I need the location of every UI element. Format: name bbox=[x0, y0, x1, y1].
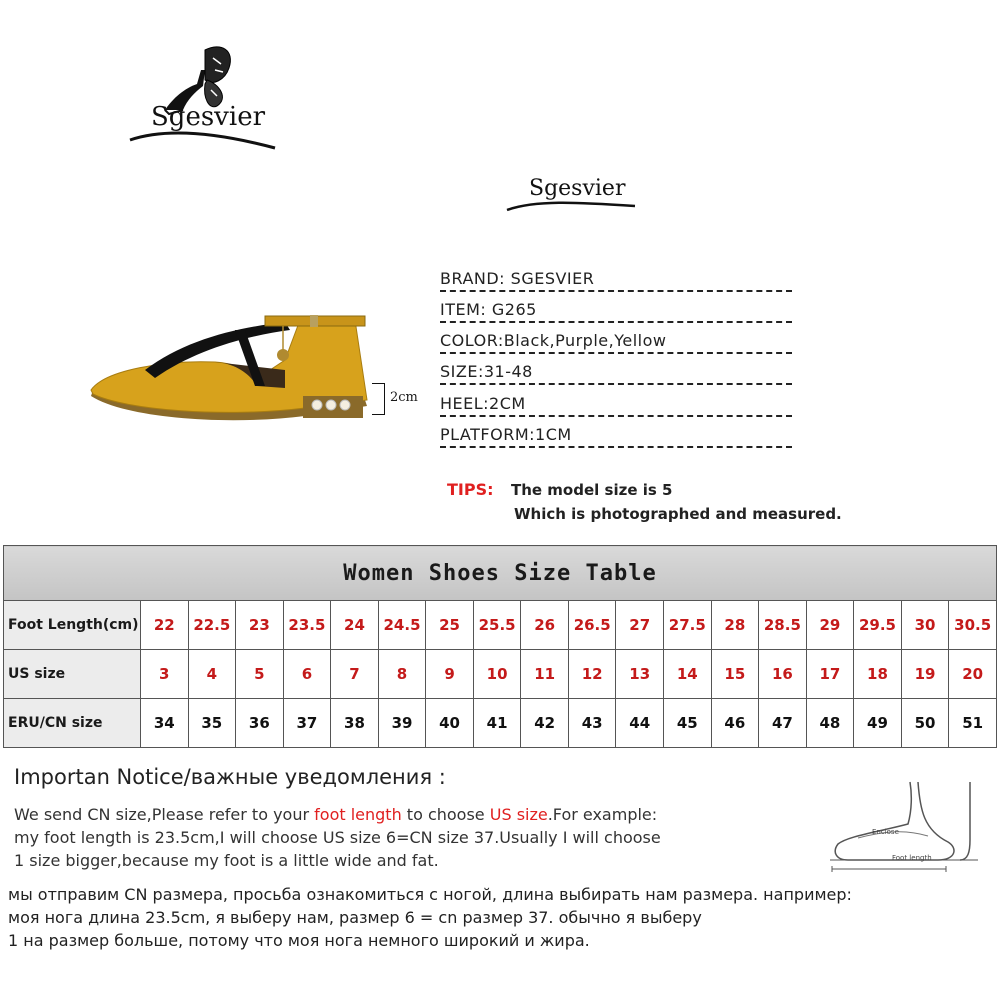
size-table-cell: 10 bbox=[473, 650, 521, 699]
size-table-cell: 50 bbox=[901, 699, 949, 748]
size-table-cell: 28 bbox=[711, 601, 759, 650]
notice-ru-line-1: мы отправим CN размера, просьба ознакомиться с ногой, длина выбирать нам размера. например: bbox=[8, 885, 852, 904]
size-table-row bbox=[4, 699, 997, 748]
size-table-cell: 40 bbox=[426, 699, 474, 748]
size-table-cell: 22 bbox=[141, 601, 189, 650]
size-table-cell: 23.5 bbox=[283, 601, 331, 650]
size-table-cell: 20 bbox=[949, 650, 997, 699]
size-table-cell: 8 bbox=[378, 650, 426, 699]
size-table-cell: 51 bbox=[949, 699, 997, 748]
size-table-row-label: Foot Length(cm) bbox=[4, 601, 141, 650]
size-table-cell: 27.5 bbox=[664, 601, 712, 650]
heel-height-bracket bbox=[372, 383, 385, 415]
size-table-cell: 48 bbox=[806, 699, 854, 748]
size-table-cell: 49 bbox=[854, 699, 902, 748]
size-table-cell: 34 bbox=[141, 699, 189, 748]
size-table-cell: 23 bbox=[236, 601, 284, 650]
size-table-row-label: ERU/CN size bbox=[4, 699, 141, 748]
size-table-cell: 47 bbox=[759, 699, 807, 748]
spec-brand: BRAND: SGESVIER bbox=[440, 268, 792, 292]
size-table-cell: 45 bbox=[664, 699, 712, 748]
size-table-cell: 3 bbox=[141, 650, 189, 699]
notice-en-line-3: 1 size bigger,because my foot is a little wide and fat. bbox=[14, 851, 439, 870]
size-table-cell: 26 bbox=[521, 601, 569, 650]
size-table-cell: 44 bbox=[616, 699, 664, 748]
size-table-cell: 29.5 bbox=[854, 601, 902, 650]
size-table-title: Women Shoes Size Table bbox=[4, 546, 997, 601]
spec-item: ITEM: G265 bbox=[440, 299, 792, 323]
size-table-cell: 42 bbox=[521, 699, 569, 748]
shoe-image bbox=[85, 300, 370, 430]
size-table-cell: 9 bbox=[426, 650, 474, 699]
notice-en-line-2: my foot length is 23.5cm,I will choose US size 6=CN size 37.Usually I will choose bbox=[14, 828, 661, 847]
logo-swoosh-icon bbox=[505, 170, 640, 215]
tips-line-2: Which is photographed and measured. bbox=[514, 505, 842, 523]
brand-logo-primary bbox=[125, 40, 285, 155]
shoe-illustration bbox=[85, 300, 370, 430]
size-table-cell: 35 bbox=[188, 699, 236, 748]
notice-us-size-highlight: US size bbox=[489, 805, 548, 824]
spec-platform: PLATFORM:1CM bbox=[440, 424, 792, 448]
foot-enclose-label: Enclose bbox=[872, 828, 899, 836]
heel-height-label: 2cm bbox=[390, 390, 418, 405]
size-table-row bbox=[4, 650, 997, 699]
notice-ru-line-2: моя нога длина 23.5cm, я выберу нам, размер 6 = cn размер 37. обычно я выберу bbox=[8, 908, 702, 927]
size-table-cell: 41 bbox=[473, 699, 521, 748]
size-table-cell: 15 bbox=[711, 650, 759, 699]
size-table-cell: 39 bbox=[378, 699, 426, 748]
size-table-cell: 12 bbox=[568, 650, 616, 699]
brand-logo-secondary bbox=[505, 170, 640, 215]
spec-color: COLOR:Black,Purple,Yellow bbox=[440, 330, 792, 354]
notice-title: Importan Notice/важные уведомления : bbox=[14, 765, 446, 789]
size-table-cell: 36 bbox=[236, 699, 284, 748]
notice-foot-length-highlight: foot length bbox=[314, 805, 402, 824]
foot-length-label: Foot length bbox=[892, 854, 932, 862]
size-table-row bbox=[4, 601, 997, 650]
size-table-cell: 7 bbox=[331, 650, 379, 699]
brand-logo-text: Sgesvier bbox=[151, 102, 266, 132]
size-table-cell: 19 bbox=[901, 650, 949, 699]
brand-logo-text-secondary: Sgesvier bbox=[529, 176, 626, 201]
size-table-cell: 38 bbox=[331, 699, 379, 748]
size-table-cell: 30 bbox=[901, 601, 949, 650]
size-table-cell: 46 bbox=[711, 699, 759, 748]
size-table-cell: 4 bbox=[188, 650, 236, 699]
size-table-cell: 37 bbox=[283, 699, 331, 748]
notice-russian bbox=[8, 883, 988, 952]
notice-en-text: .For example: bbox=[547, 805, 658, 824]
notice-en-text: We send CN size,Please refer to your bbox=[14, 805, 315, 824]
size-table-cell: 24.5 bbox=[378, 601, 426, 650]
notice-english bbox=[14, 803, 814, 872]
size-table-cell: 24 bbox=[331, 601, 379, 650]
high-heel-butterfly-icon bbox=[125, 40, 285, 155]
spec-size: SIZE:31-48 bbox=[440, 361, 792, 385]
size-table-cell: 18 bbox=[854, 650, 902, 699]
size-table-cell: 16 bbox=[759, 650, 807, 699]
spec-heel: HEEL:2CM bbox=[440, 393, 792, 417]
size-table-cell: 25 bbox=[426, 601, 474, 650]
notice-ru-line-3: 1 на размер больше, потому что моя нога немного широкий и жира. bbox=[8, 931, 590, 950]
size-table-cell: 11 bbox=[521, 650, 569, 699]
size-table-cell: 30.5 bbox=[949, 601, 997, 650]
size-table-cell: 22.5 bbox=[188, 601, 236, 650]
size-table-cell: 27 bbox=[616, 601, 664, 650]
size-table-cell: 14 bbox=[664, 650, 712, 699]
size-table-cell: 25.5 bbox=[473, 601, 521, 650]
size-table-cell: 13 bbox=[616, 650, 664, 699]
notice-en-line-1 bbox=[14, 803, 814, 826]
notice-en-text: to choose bbox=[401, 805, 490, 824]
tips-label: TIPS: bbox=[447, 480, 494, 499]
size-table-row-label: US size bbox=[4, 650, 141, 699]
size-table-cell: 17 bbox=[806, 650, 854, 699]
foot-diagram bbox=[828, 780, 983, 875]
size-table bbox=[3, 545, 997, 748]
size-table-cell: 5 bbox=[236, 650, 284, 699]
size-table-cell: 29 bbox=[806, 601, 854, 650]
tips-line-1: The model size is 5 bbox=[511, 481, 673, 499]
size-table-cell: 43 bbox=[568, 699, 616, 748]
size-table-cell: 28.5 bbox=[759, 601, 807, 650]
size-table-cell: 6 bbox=[283, 650, 331, 699]
size-table-cell: 26.5 bbox=[568, 601, 616, 650]
